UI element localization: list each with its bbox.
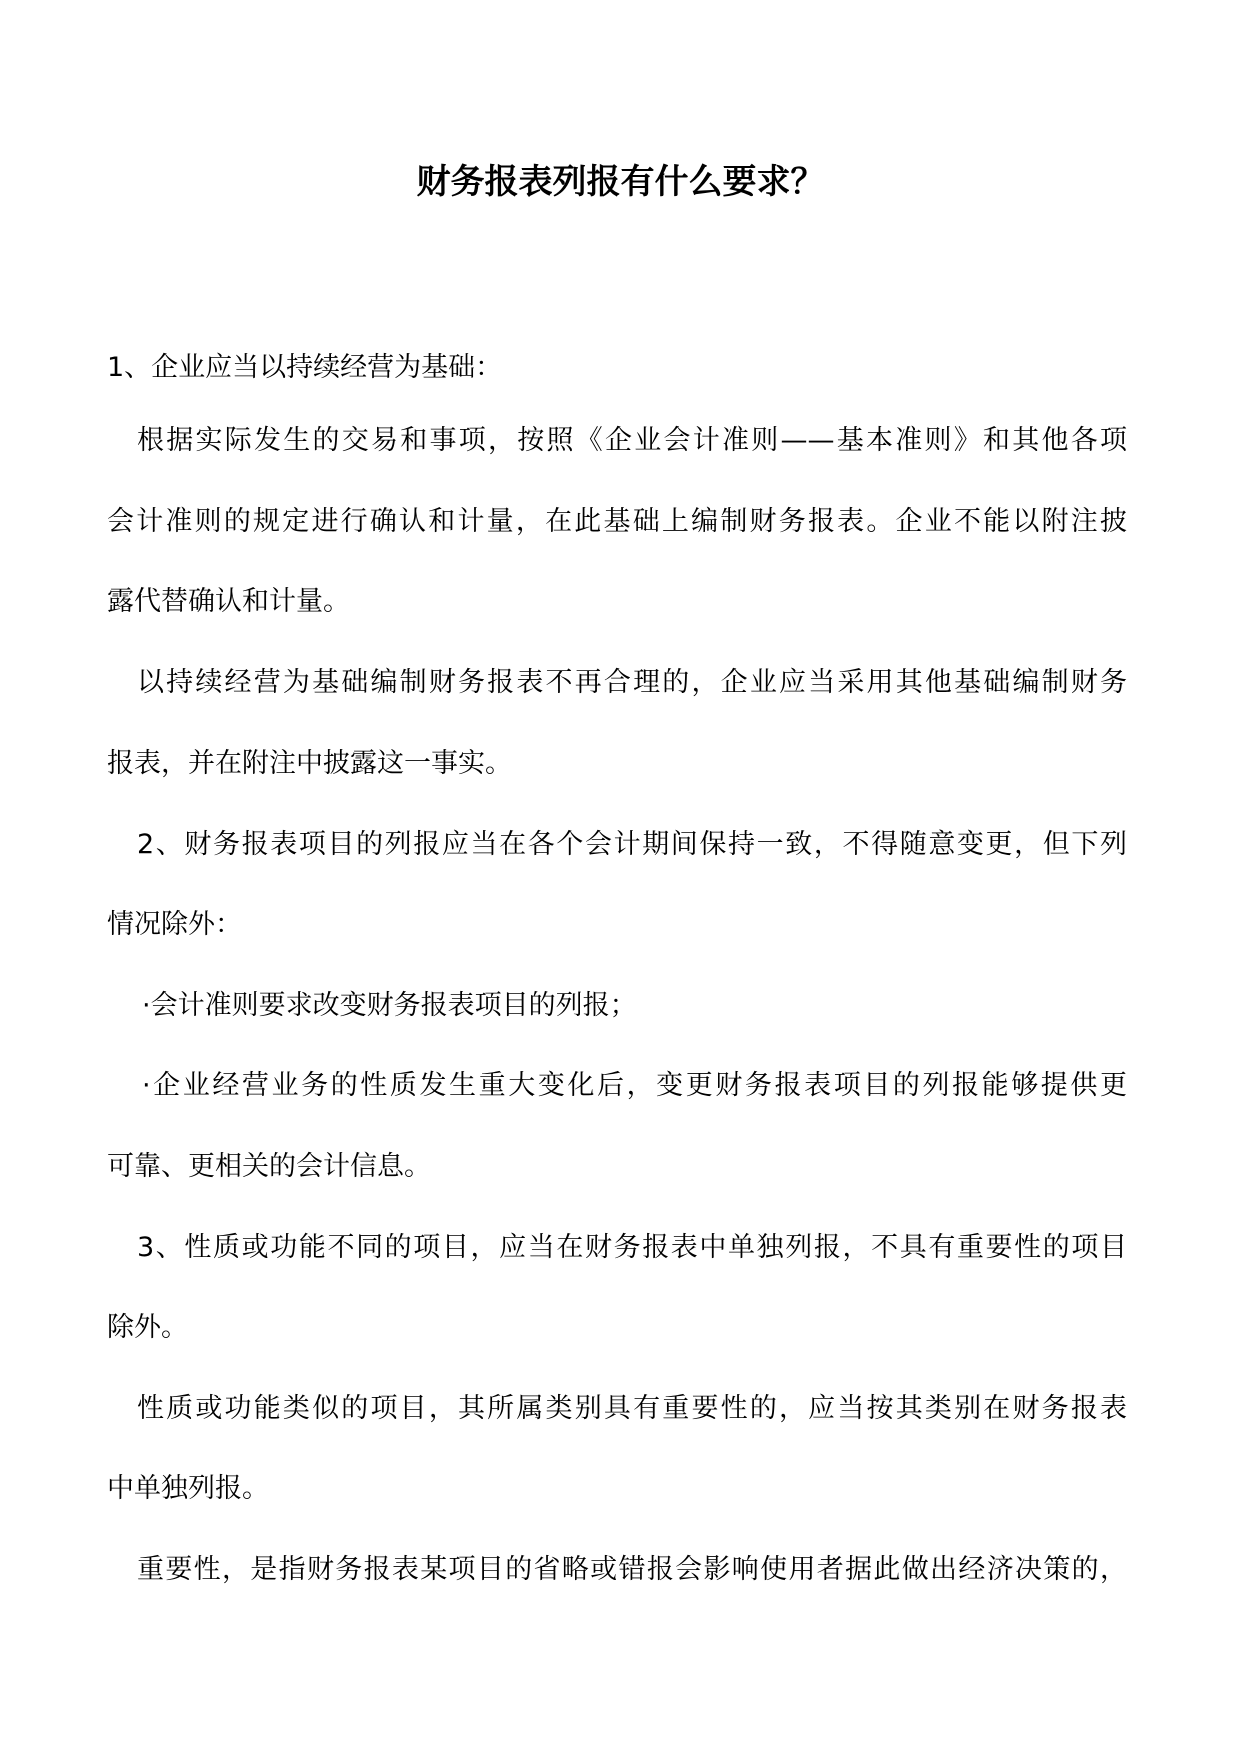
page-title: 财务报表列报有什么要求？: [416, 162, 825, 202]
text-line: 重要性，是指财务报表某项目的省略或错报会影响使用者据此做出经济决策的，: [137, 1554, 1127, 1585]
text-line: 情况除外：: [107, 909, 242, 940]
text-line: 中单独列报。: [107, 1473, 269, 1504]
text-line: 报表，并在附注中披露这一事实。: [107, 748, 512, 779]
text-line: 根据实际发生的交易和事项，按照《企业会计准则——基本准则》和其他各项: [137, 425, 1127, 456]
bullet-line: ·会计准则要求改变财务报表项目的列报；: [142, 990, 637, 1021]
bullet-line: ·企业经营业务的性质发生重大变化后，变更财务报表项目的列报能够提供更: [142, 1070, 1127, 1101]
text-line: 2、财务报表项目的列报应当在各个会计期间保持一致，不得随意变更，但下列: [137, 829, 1127, 860]
text-line: 会计准则的规定进行确认和计量，在此基础上编制财务报表。企业不能以附注披: [107, 506, 1127, 537]
text-line: 可靠、更相关的会计信息。: [107, 1151, 431, 1182]
text-line: 露代替确认和计量。: [107, 586, 350, 617]
text-line: 除外。: [107, 1312, 188, 1343]
text-line: 以持续经营为基础编制财务报表不再合理的，企业应当采用其他基础编制财务: [137, 667, 1127, 698]
text-line: 3、性质或功能不同的项目，应当在财务报表中单独列报，不具有重要性的项目: [137, 1232, 1127, 1263]
text-line: 性质或功能类似的项目，其所属类别具有重要性的，应当按其类别在财务报表: [137, 1393, 1127, 1424]
text-line: 1、企业应当以持续经营为基础：: [107, 352, 503, 383]
